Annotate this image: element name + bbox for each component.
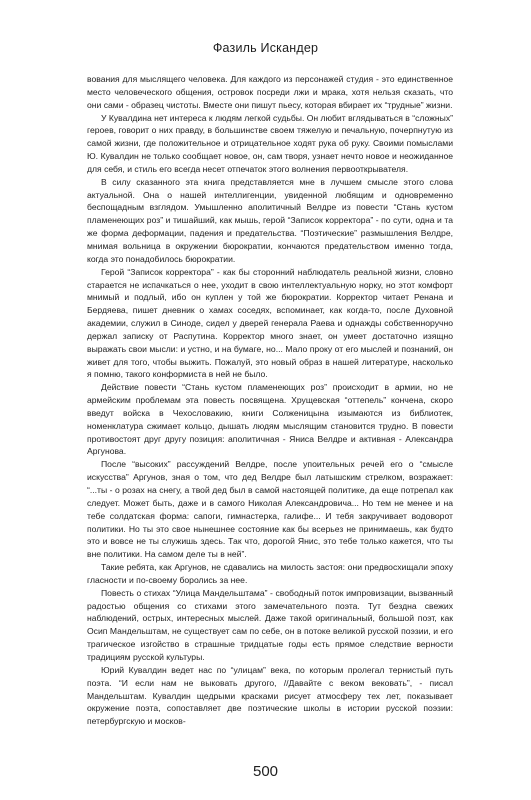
paragraph: Юрий Кувалдин ведет нас по “улицам” века, по которым пролегал тернистый путь поэта. “И если нам не выковать другого, //Давайте с веком вековать”, - писал Мандельштам. Кувалдин щедрыми красками рисует атмосферу тех лет, показывает окружение поэта, сопоставляет две поэтические школы в истории русской поэзии: петербургскую и москов-: [87, 664, 453, 727]
paragraph: Герой “Записок корректора” - как бы сторонний наблюдатель реальной жизни, словно старается не испачкаться о нее, уходит в свою интеллектуальную норку, но этот комфорт мнимый и подлый, ибо он куплен у той же бюрократии. Корректор читает Ренана и Бердяева, пишет дневник о хамах соседях, вспоминает, как когда-то, после Духовной академии, служил в Синоде, сидел у дверей генерала Раева и однажды собственноручно держал записку от Распутина. Корректор много знает, он умеет достаточно изящно выражать свои мысли: и устно, и на бумаге, но... Мало проку от его мыслей и познаний, он живет для того, чтобы выжить. Пожалуй, это новый образ в нашей литературе, насколько я помню, такого конформиста в ней не было.: [87, 266, 453, 380]
running-header-title: Фазиль Искандер: [212, 41, 319, 55]
page-number: 500: [252, 763, 279, 780]
paragraph: Такие ребята, как Аргунов, не сдавались на милость застоя: они предвосхищали эпоху гласности и по-своему боролись за нее.: [87, 562, 453, 585]
page-body-text: [87, 73, 453, 728]
paragraph: После “высоких” рассуждений Велдре, после упоительных речей его о “смысле искусства” Аргунов, зная о том, что дед Велдре был латышским стрелком, возражает: “...ты - о розах на снегу, а твой дед был в самой настоящей политике, да еще потрепал как следует. Может быть, даже и в самого Николая Александровича... Но тем не менее и на тебе солдатская форма: сапоги, гимнастерка, галифе... И тебя закручивает водоворот политики. Но ты это свое нынешнее состояние как бы всерьез не принимаешь, как будто это и вовсе не ты служишь здесь. Так что, дорогой Янис, это тебе только кажется, что ты вне политики. На самом деле ты в ней”.: [87, 459, 453, 560]
paragraph: Повесть о стихах “Улица Мандельштама” - свободный поток импровизации, вызванный радостью общения со стихами этого замечательного поэта. Тут бездна свежих наблюдений, острых, интересных мыслей. Даже такой оригинальный, большой поэт, как Осип Мандельштам, не существует сам по себе, он в потоке великой русской поэзии, и его трагическое изгойство в страшные тридцатые годы есть прямое следствие верности традициям русской культуры.: [87, 587, 453, 662]
paragraph: вования для мыслящего человека. Для каждого из персонажей студия - это единственное место человеческого общения, островок посреди лжи и мрака, хотя нельзя сказать, что они сами - образец чистоты. Вместе они пишут пьесу, которая вбирает их “трудные” жизни.: [87, 74, 453, 110]
paragraph: В силу сказанного эта книга представляется мне в лучшем смысле этого слова актуальной. Она о нашей интеллигенции, увиденной любящим и одновременно беспощадным взглядом. Умышленно аполитичный Велдре из повести “Стань кустом пламенеющих роз” и тишайший, как мышь, герой “Записок корректора” - по сути, одна и та же форма деформации, падения и предательства. “Поэтические” размышления Велдре, мнимая вольница в окружении бюрократии, кончаются предательством именно тогда, когда это понадобилось бюрократии.: [87, 176, 453, 264]
paragraph: Действие повести “Стань кустом пламенеющих роз” происходит в армии, но не армейским проблемам эта повесть посвящена. Хрущевская “оттепель” кончена, скоро введут войска в Чехословакию, книги Солженицына изымаются из библиотек, номенклатура сжимает кольцо, дышать людям мыслящим становится трудно. В повести противостоят друг другу позиция: аполитичная - Яниса Велдре и активная - Александра Аргунова.: [87, 382, 453, 457]
paragraph: У Кувалдина нет интереса к людям легкой судьбы. Он любит вглядываться в “сложных” героев, говорит о них правду, в большинстве своем тяжелую и печальную, почерпнутую из самой жизни, где положительное и отрицательное ходят рука об руку. Своими помыслами Ю. Кувалдин не только сообщает новое, он, сам творя, узнает нечто новое и неожиданное для себя, и стиль его всегда несет отпечаток этого волнения первооткрывателя.: [87, 112, 453, 174]
